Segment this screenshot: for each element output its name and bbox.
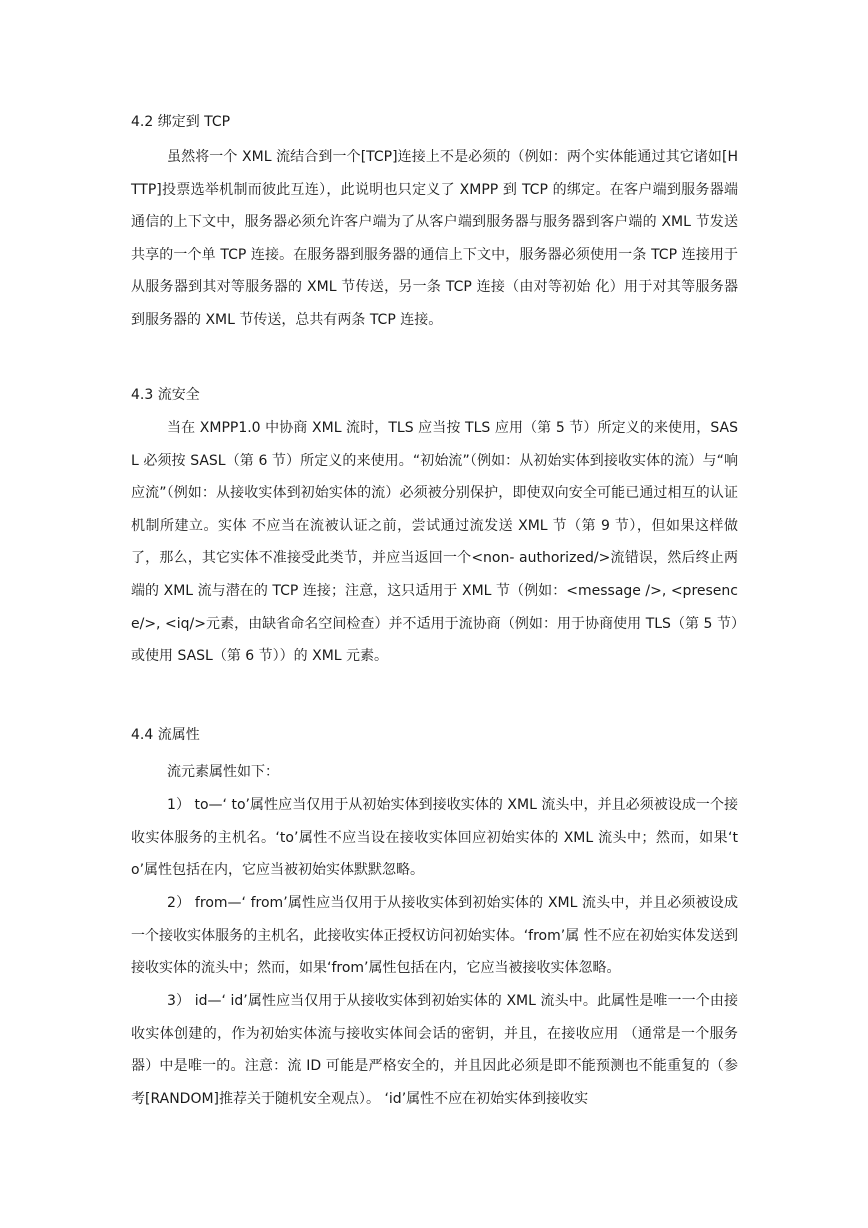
paragraph-tcp-binding: 虽然将一个 XML 流结合到一个[TCP]连接上不是必须的（例如：两个实体能通过其它诸如[HTTP]投票选举机制而彼此互连），此说明也只定义了 XMPP 到 TCP 的绑定。在客户端到服务器端通信的上下文中，服务器必须允许客户端为了从客户端到服务器与服务器到客户端的 XML 节发送共享的一个单 TCP 连接。在服务器到服务器的通信上下文中，服务器必须使用一条 TCP 连接用于从服务器到其对等服务器的 XML 节传送，另一条 TCP 连接（由对等初始 化）用于对其等服务器到服务器的 XML 节传送，总共有两条 TCP 连接。 bbox=[131, 149, 738, 328]
paragraph-stream-attributes-intro: 流元素属性如下： bbox=[167, 764, 279, 780]
list-item-id-attribute: 3） id—‘ id’属性应当仅用于从接收实体到初始实体的 XML 流头中。此属性是唯一一个由接收实体创建的，作为初始实体流与接收实体间会话的密钥，并且，在接收应用 （通常是一个服务器）中是唯一的。注意：流 ID 可能是严格安全的，并且因此必须是即不能预测也不能重复的（参考[RANDOM]推荐关于随机安全观点）。 ‘id’属性不应在初始实体到接收实 bbox=[131, 993, 738, 1107]
section-heading-4-4: 4.4 流属性 bbox=[131, 727, 200, 743]
section-heading-4-2: 4.2 绑定到 TCP bbox=[131, 114, 231, 130]
paragraph-stream-security: 当在 XMPP1.0 中协商 XML 流时，TLS 应当按 TLS 应用（第 5 节）所定义的来使用，SASL 必须按 SASL（第 6 节）所定义的来使用。“初始流”（例如：从初始实体到接收实体的流）与“响应流”（例如：从接收实体到初始实体的流）必须被分别保护，即使双向安全可能已通过相互的认证机制所建立。实体 不应当在流被认证之前，尝试通过流发送 XML 节（第 9 节），但如果这样做了，那么，其它实体不准接受此类节，并应当返回一个<non- authorized/>流错误，然后终止两端的 XML 流与潜在的 TCP 连接；注意，这只适用于 XML 节（例如：<message />, <presence/>, <iq/>元素，由缺省命名空间检查）并不适用于流协商（例如：用于协商使用 TLS（第 5 节）或使用 SASL（第 6 节））的 XML 元素。 bbox=[131, 420, 738, 665]
list-item-to-attribute: 1） to—‘ to’属性应当仅用于从初始实体到接收实体的 XML 流头中，并且必须被设成一个接收实体服务的主机名。‘to’属性不应当设在接收实体回应初始实体的 XML 流头中；然而，如果‘to’属性包括在内，它应当被初始实体默默忽略。 bbox=[131, 797, 738, 879]
list-item-from-attribute: 2） from—‘ from’属性应当仅用于从接收实体到初始实体的 XML 流头中，并且必须被设成一个接收实体服务的主机名，此接收实体正授权访问初始实体。‘from’属 性不应在初始实体发送到接收实体的流头中；然而，如果‘from’属性包括在内，它应当被接收实体忽略。 bbox=[131, 895, 738, 977]
section-heading-4-3: 4.3 流安全 bbox=[131, 387, 200, 403]
